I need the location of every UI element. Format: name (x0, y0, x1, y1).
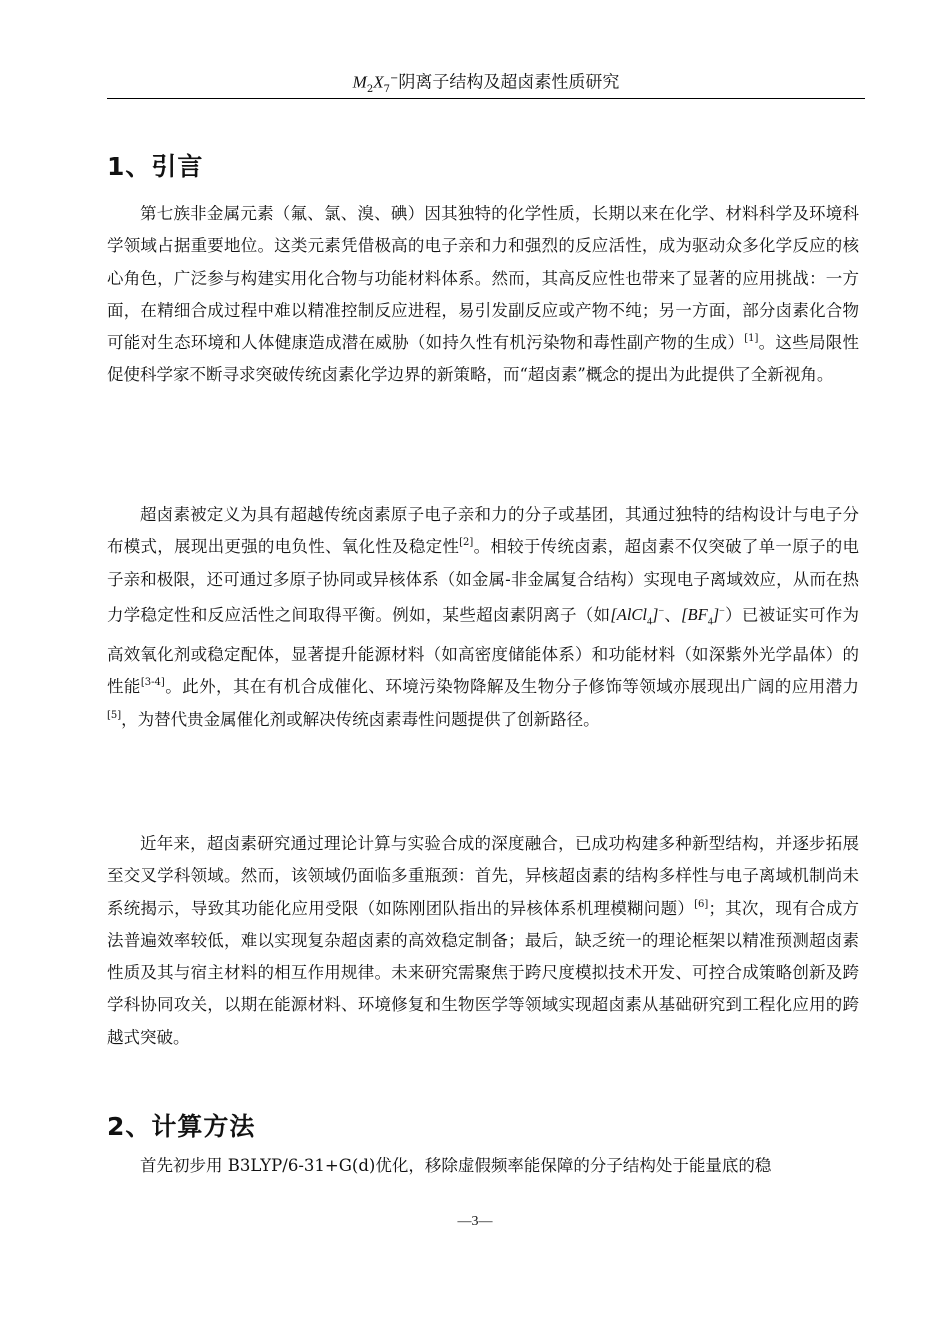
section-heading-introduction: 1、引言 (107, 152, 204, 181)
page-number: —3— (457, 1214, 493, 1229)
header-formula-x-sup: − (389, 73, 399, 84)
chem-bf4: $[BF_4]^-$ (681, 605, 725, 628)
methods-paragraph-1: 首先初步用 B3LYP/6-31+G(d)优化，移除虚假频率能保障的分子结构处于能量底的稳 (140, 1156, 772, 1175)
citation-5: [5] (107, 709, 122, 721)
p1-text-a: 第七族非金属元素（氟、氯、溴、碘）因其独特的化学性质，长期以来在化学、材料科学及环境科学领域占据重要地位。这类元素凭借极高的电子亲和力和强烈的反应活性，成为驱动众多化学反应的核心角色，广泛参与构建实用化合物与功能材料体系。然而，其高反应性也带来了显著的应用挑战：一方面，在精细合成过程中难以精准控制反应进程，易引发副反应或产物不纯；另一方面，部分卤素化合物可能对生态环境和人体健康造成潜在威胁（如持久性有机污染物和毒性副产物的生成） (107, 204, 859, 353)
citation-2: [2] (459, 537, 474, 549)
header-title: 阴离子结构及超卤素性质研究 (398, 72, 620, 93)
section-heading-methods: 2、计算方法 (107, 1112, 256, 1141)
p2-text-b: 。相较于传统卤素，超卤素不仅突破了单一原子的电子亲和极限，还可通过多原子协同或异核体系（如金属-非金属复合结构）实现电子离域效应，从而在热力学稳定性和反应活性之间取得平衡。例如，某些超卤素阴离子（如 (107, 537, 860, 625)
chem-separator: 、 (664, 605, 682, 625)
p2-text-a: 超卤素被定义为具有超越传统卤素原子电子亲和力的分子或基团，其通过独特的结构设计与电子分布模式，展现出更强的电负性、氧化性及稳定性 (107, 505, 859, 557)
header-formula-m: M (352, 72, 367, 92)
citation-1: [1] (744, 333, 759, 345)
chem-alcl4: [AlCl$_4$]− (610, 605, 665, 628)
p3-text-b: ；其次，现有合成方法普遍效率较低，难以实现复杂超卤素的高效稳定制备；最后，缺乏统一的理论框架以精准预测超卤素性质及其与宿主材料的相互作用规律。未来研究需聚焦于跨尺度模拟技术开发、可控合成策略创新及跨学科协同攻关，以期在能源材料、环境修复和生物医学等领域实现超卤素从基础研究到工程化应用的跨越式突破。 (107, 898, 860, 1047)
intro-paragraph-1 (107, 198, 859, 392)
p2-text-d: 。此外，其在有机合成催化、环境污染物降解及生物分子修饰等领域亦展现出广阔的应用潜力 (164, 677, 860, 697)
citation-6: [6] (694, 898, 709, 910)
p1-text-b: 。这些局限性促使科学家不断寻求突破传统卤素化学边界的新策略，而“超卤素”概念的提出为此提供了全新视角。 (107, 333, 860, 385)
running-header (107, 60, 865, 99)
citation-3-4: [3-4] (140, 677, 165, 689)
header-formula-x-sub: 7 (383, 84, 390, 96)
intro-paragraph-3 (107, 828, 859, 1054)
header-formula-m-sub: 2 (366, 84, 374, 96)
p2-text-e: ，为替代贵金属催化剂或解决传统卤素毒性问题提供了创新路径。 (121, 709, 600, 729)
p3-text-a: 近年来，超卤素研究通过理论计算与实验合成的深度融合，已成功构建多种新型结构，并逐步拓展至交叉学科领域。然而，该领域仍面临多重瓶颈：首先，异核超卤素的结构多样性与电子离域机制尚未系统揭示，导致其功能化应用受限（如陈刚团队指出的异核体系机理模糊问题） (107, 834, 859, 918)
p2-text-c: ）已被证实可作为高效氧化剂或稳定配体，显著提升能源材料（如高密度储能体系）和功能材料（如深紫外光学晶体）的性能 (107, 605, 860, 697)
header-formula-x: X (373, 72, 384, 92)
intro-paragraph-2 (107, 499, 859, 736)
